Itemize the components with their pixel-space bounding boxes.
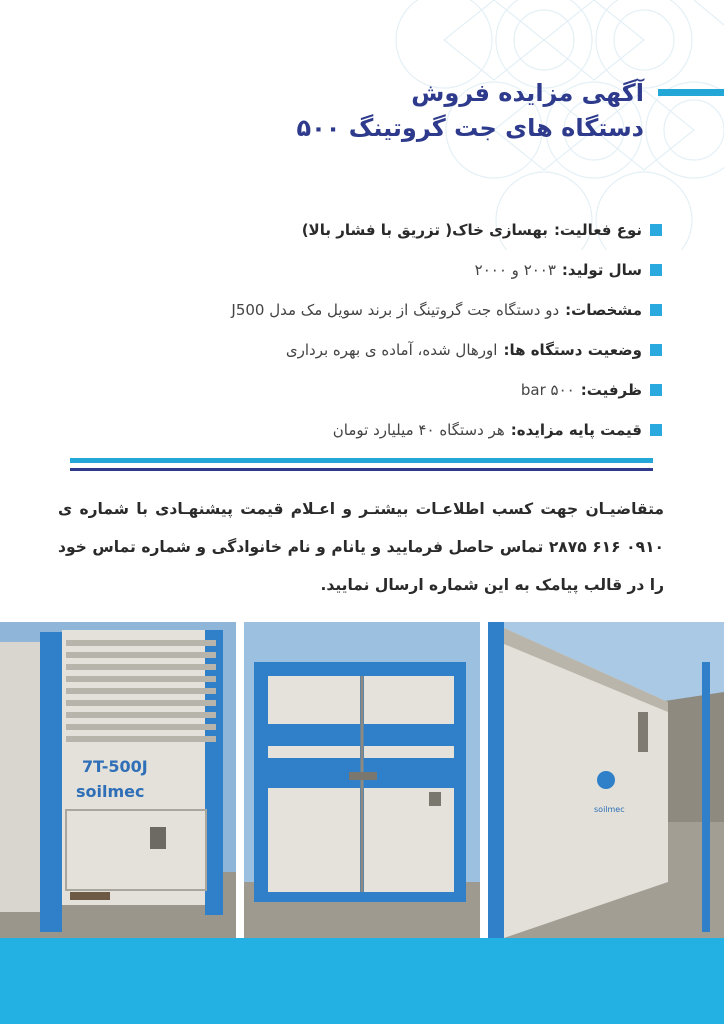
- spec-item-year: [62, 250, 662, 290]
- spec-label: وضعیت دستگاه ها:: [503, 341, 642, 359]
- spec-item-capacity: [62, 370, 662, 410]
- title-line-1: آگهی مزایده فروش: [411, 79, 644, 107]
- square-bullet-icon: [650, 384, 662, 396]
- spec-item-status: [62, 330, 662, 370]
- square-bullet-icon: [650, 264, 662, 276]
- divider-navy: [70, 468, 653, 471]
- photo-strip: [0, 622, 724, 938]
- photo-container-long-side: [488, 622, 724, 938]
- spec-label: قیمت پایه مزایده:: [510, 421, 642, 439]
- contact-paragraph: متقاضیـان جهت کسب اطلاعـات بیشتـر و اعـلام قیمت پیشنهـادی با شماره ی ۰۹۱۰ ۶۱۶ ۲۸۷۵ تماس حاصل فرمایید و یانام و نام خانوادگی و شماره تماس خود را در قالب پیامک به این شماره ارسال نمایید.: [58, 500, 664, 594]
- spec-value: ۲۰۰۳ و ۲۰۰۰: [474, 261, 556, 279]
- spec-value: اورهال شده، آماده ی بهره برداری: [285, 341, 498, 359]
- square-bullet-icon: [650, 224, 662, 236]
- spec-label: سال تولید:: [561, 261, 642, 279]
- spec-label: مشخصات:: [565, 301, 642, 319]
- title-accent-bar: [658, 89, 724, 96]
- title-line-2: دستگاه های جت گروتینگ ۵۰۰: [296, 114, 644, 142]
- square-bullet-icon: [650, 424, 662, 436]
- spec-item-specifications: [62, 290, 662, 330]
- spec-label: نوع فعالیت:: [553, 221, 642, 239]
- spec-value: ۵۰۰ bar: [520, 381, 575, 399]
- spec-list: [62, 210, 662, 450]
- spec-value: هر دستگاه ۴۰ میلیارد تومان: [332, 421, 505, 439]
- photo-container-doors: [244, 622, 480, 938]
- square-bullet-icon: [650, 304, 662, 316]
- brand-label: soilmec: [76, 782, 145, 801]
- spec-value: دو دستگاه جت گروتینگ از برند سویل مک مدل J500: [231, 301, 560, 319]
- page-title: [84, 76, 644, 146]
- square-bullet-icon: [650, 344, 662, 356]
- divider-accent: [70, 458, 653, 463]
- photo-container-side: [0, 622, 236, 938]
- spec-value: بهسازی خاک( تزریق با فشار بالا): [301, 221, 548, 239]
- spec-item-base-price: [62, 410, 662, 450]
- footer-band: [0, 938, 724, 1024]
- model-label: 7T-500J: [82, 757, 148, 776]
- spec-item-activity: [62, 210, 662, 250]
- spec-label: ظرفیت:: [580, 381, 642, 399]
- small-brand-label: soilmec: [594, 805, 625, 814]
